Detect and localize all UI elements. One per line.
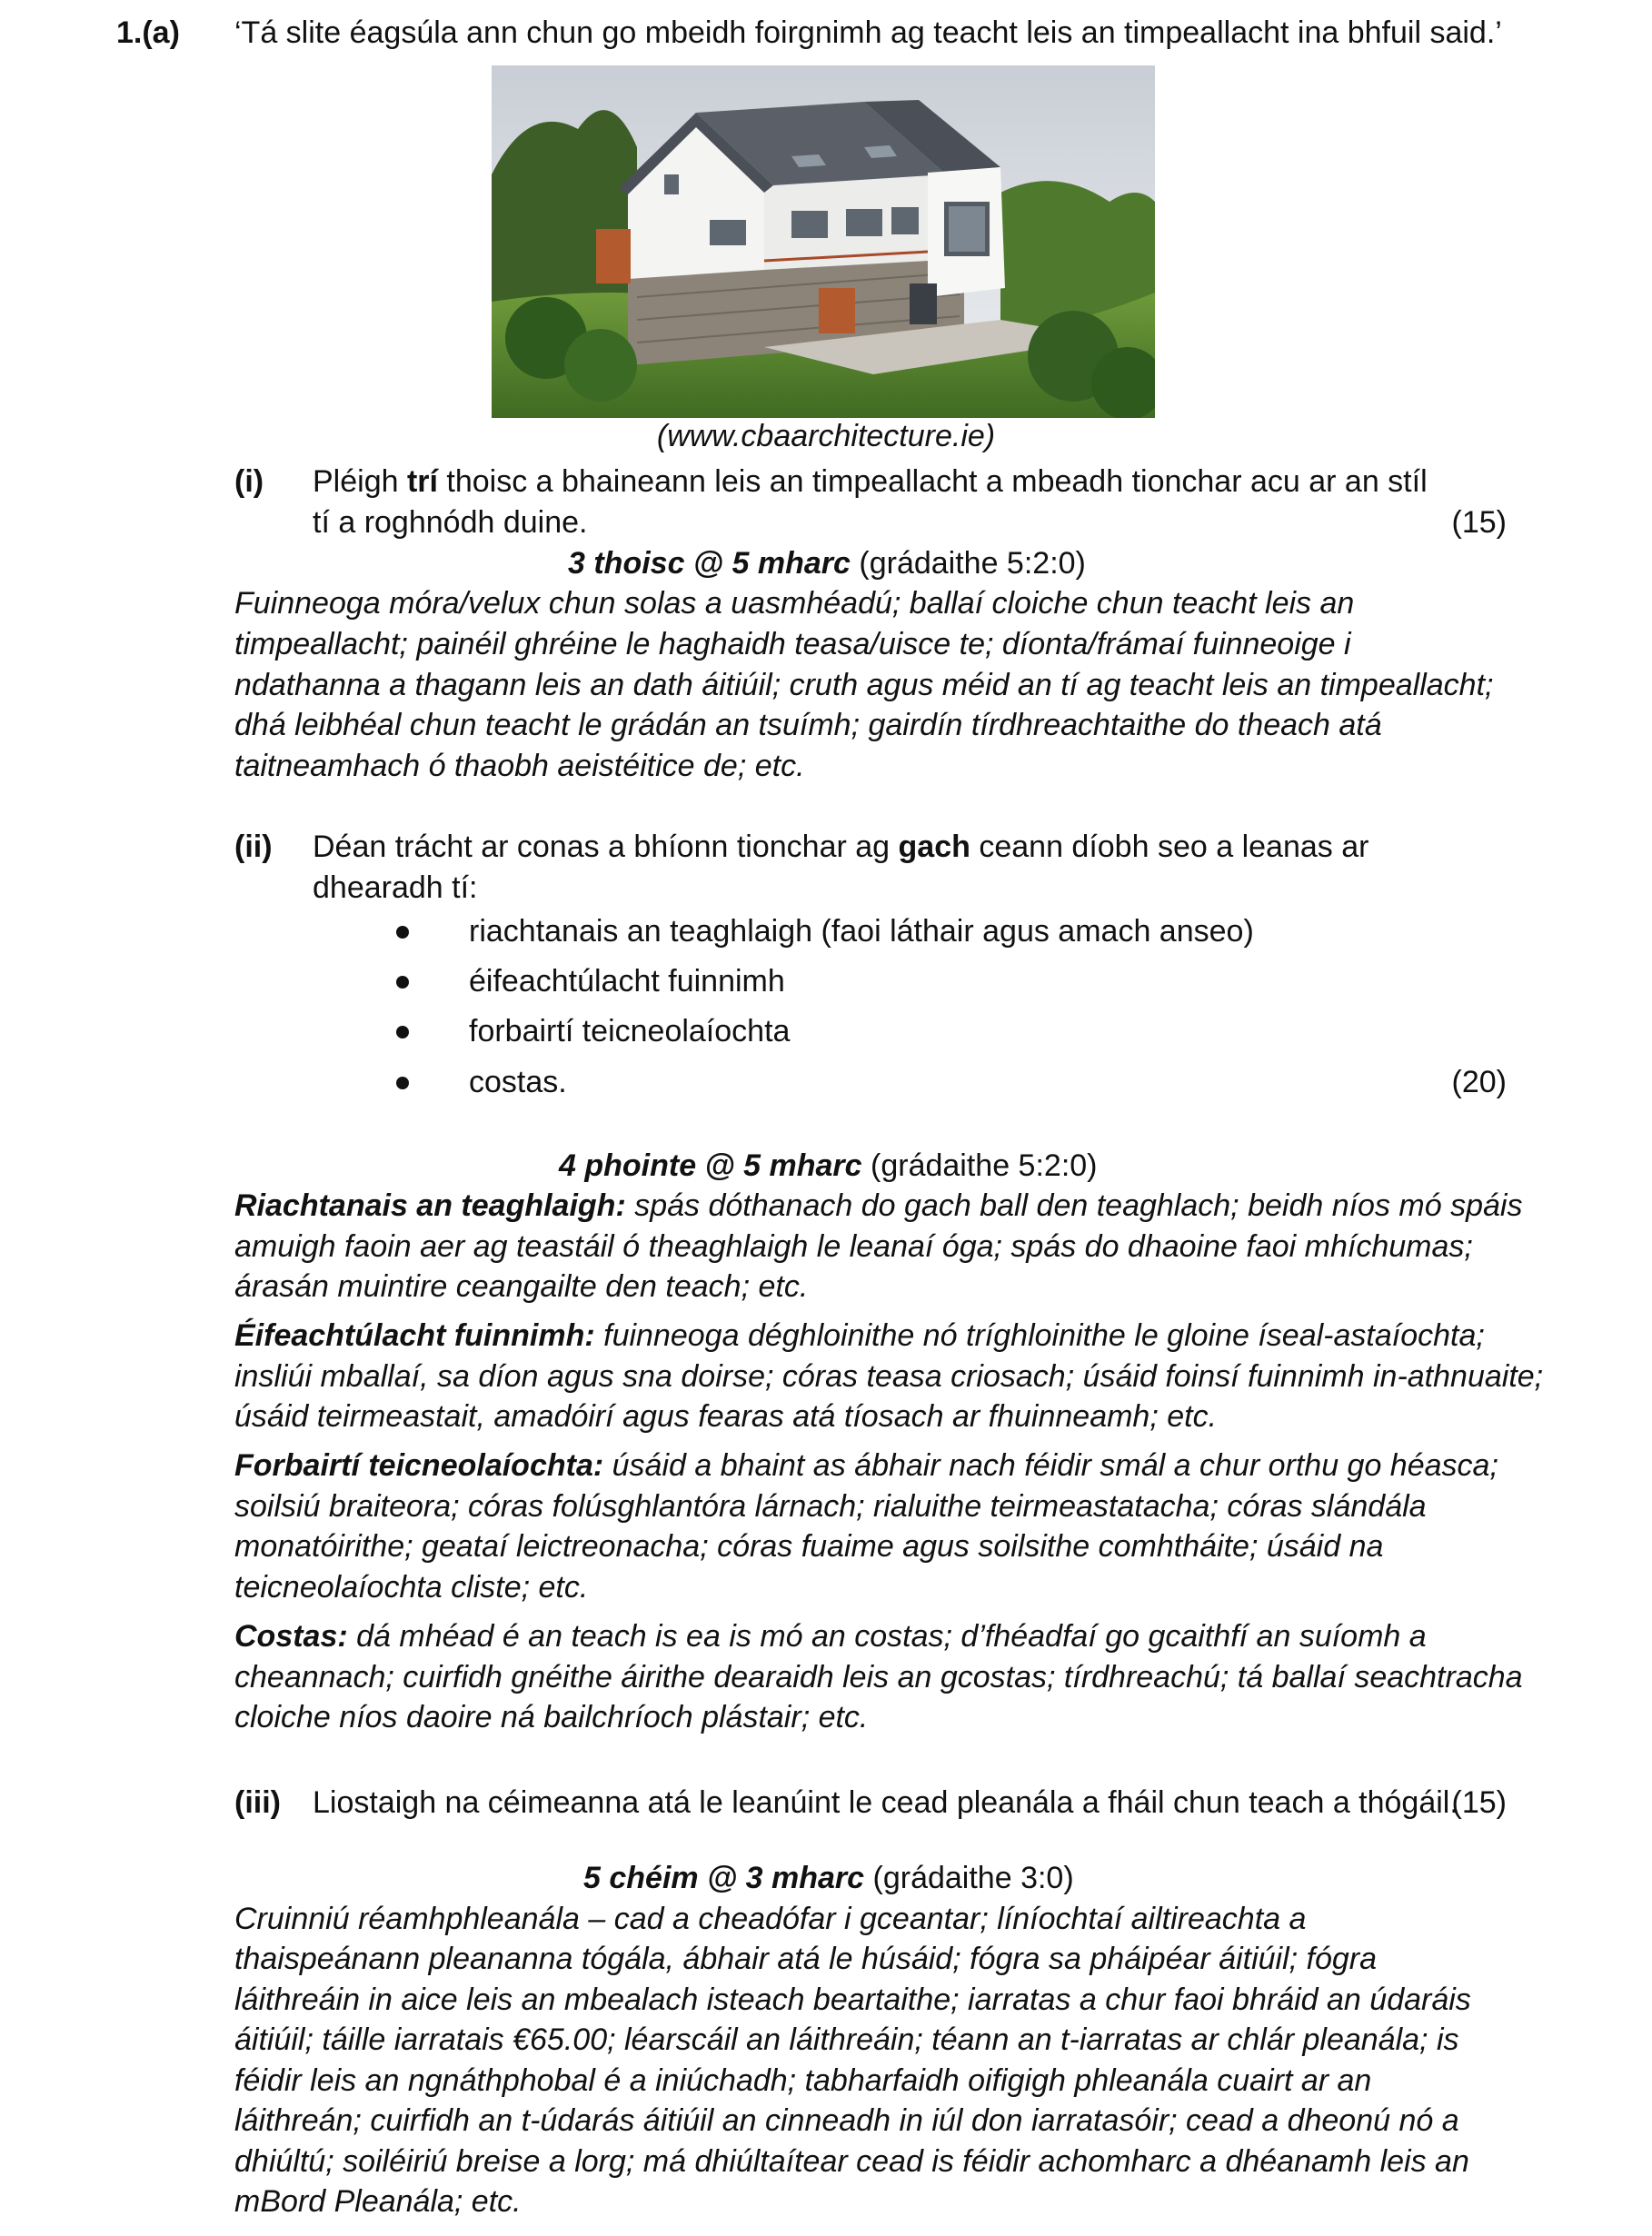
image-caption: (www.cbaarchitecture.ie): [656, 419, 996, 453]
part-iii-answer-line: láithreán; cuirfidh an t-údarás áitiúil an cinneadh in iúl don iarratasóir; cead a dheonú nó a: [234, 2103, 1459, 2138]
part-ii-answer-line: monatóirithe; geataí leictreonacha; córas fuaime agus soilsithe comhtháite; úsáid na: [234, 1529, 1384, 1564]
part-iii-answer-line: mBord Pleanála; etc.: [234, 2184, 522, 2219]
part-ii-answer-line: úsáid teirmeastait, amadóirí agus fearas atá tíosach ar fhuinneamh; etc.: [234, 1399, 1218, 1434]
part-iii-scheme: 5 chéim @ 3 mharc (grádaithe 3:0): [583, 1861, 1074, 1895]
part-ii-answer-line: cloiche níos daoire ná bailchríoch plástair; etc.: [234, 1700, 869, 1734]
part-i-answer-line: ndathanna a thagann leis an dath áitiúil; cruth agus méid an tí ag teacht leis an timpeallacht;: [234, 668, 1494, 702]
part-iii-answer-line: dhiúltú; soiléiriú breise a lorg; má dhiúltaítear cead is féidir achomharc a dhéanamh leis an: [234, 2144, 1469, 2179]
part-i-answer-line: dhá leibhéal chun teacht le grádán an tsuímh; gairdín tírdhreachtaithe do theach atá: [234, 708, 1382, 742]
part-iii-answer-line: láithreáin in aice leis an mbealach isteach beartaithe; iarratas a chur faoi bhráid an údaráis: [234, 1983, 1471, 2017]
part-ii-answer-cost: Costas: dá mhéad é an teach is ea is mó an costas; d’fhéadfaí go gcaithfí an suíomh a: [234, 1619, 1427, 1654]
part-iii-question: Liostaigh na céimeanna atá le leanúint le cead pleanála a fháil chun teach a thógáil.: [313, 1785, 1458, 1820]
part-iii-answer-line: féidir leis an ngnáthphobal é a iniúchadh; tabharfaidh oifigigh phleanála cuairt ar an: [234, 2063, 1372, 2098]
part-ii-question-line1: Déan trácht ar conas a bhíonn tionchar ag gach ceann díobh seo a leanas ar: [313, 830, 1369, 864]
bullet-icon: [396, 976, 409, 989]
bullet-icon: [396, 1026, 409, 1038]
part-ii-answer-line: árasán muintire ceangailte den teach; etc.: [234, 1269, 809, 1304]
part-iii-label: (iii): [234, 1785, 281, 1820]
part-ii-marks: (20): [1451, 1065, 1507, 1099]
part-i-answer-line: timpeallacht; painéil ghréine le haghaidh teasa/uisce te; díonta/frámaí fuinneoige i: [234, 627, 1351, 661]
part-iii-answer-line: thaispeánann pleananna tógála, ábhair atá le húsáid; fógra sa pháipéar áitiúil; fógra: [234, 1942, 1378, 1976]
part-ii-answer-energy: Éifeachtúlacht fuinnimh: fuinneoga déghloinithe nó tríghloinithe le gloine íseal-astaíochta;: [234, 1318, 1485, 1353]
part-ii-answer-family: Riachtanais an teaghlaigh: spás dóthanach do gach ball den teaghlach; beidh níos mó spáis: [234, 1188, 1523, 1223]
part-ii-answer-line: amuigh faoin aer ag teastáil ó theaghlaigh le leanaí óga; spás do dhaoine faoi mhíchumas;: [234, 1229, 1473, 1264]
part-i-answer-line: Fuinneoga móra/velux chun solas a uasmhéadú; ballaí cloiche chun teacht leis an: [234, 586, 1355, 621]
part-ii-label: (ii): [234, 830, 273, 864]
part-ii-answer-line: insliúi mballaí, sa díon agus sna doirse; córas teasa criosach; úsáid foinsí fuinnimh in-athnuaite;: [234, 1359, 1544, 1394]
question-number: 1.(a): [116, 15, 180, 50]
part-ii-answer-line: soilsiú braiteora; córas folúsghlantóra lárnach; rialuithe teirmeastatacha; córas slándála: [234, 1489, 1427, 1524]
bullet-icon: [396, 1077, 409, 1089]
part-ii-answer-line: cheannach; cuirfidh gnéithe áirithe dearaidh leis an gcostas; tírdhreachú; tá ballaí seachtracha: [234, 1660, 1523, 1694]
part-ii-scheme: 4 phointe @ 5 mharc (grádaithe 5:2:0): [559, 1148, 1098, 1183]
part-ii-answer-technology: Forbairtí teicneolaíochta: úsáid a bhaint as ábhair nach féidir smál a chur orthu go héasca;: [234, 1448, 1498, 1483]
part-i-question-line1: Pléigh trí thoisc a bhaineann leis an timpeallacht a mbeadh tionchar acu ar an stíl: [313, 464, 1428, 499]
part-ii-bullet-item: riachtanais an teaghlaigh (faoi láthair agus amach anseo): [469, 914, 1254, 949]
part-ii-bullet-item: costas.: [469, 1065, 567, 1099]
part-iii-answer-line: Cruinniú réamhphleanála – cad a cheadófar i gceantar; líníochtaí ailtireachta a: [234, 1902, 1307, 1936]
part-ii-answer-line: teicneolaíochta cliste; etc.: [234, 1570, 589, 1605]
part-i-label: (i): [234, 464, 264, 499]
part-i-answer-line: taitneamhach ó thaobh aeistéitice de; etc.: [234, 749, 805, 783]
house-photo: [492, 65, 1155, 418]
part-i-marks: (15): [1451, 505, 1507, 540]
bullet-icon: [396, 926, 409, 939]
part-iii-answer-line: áitiúil; táille iarratais €65.00; léarscáil an láithreáin; téann an t-iarratas ar chlár pleanála; is: [234, 2022, 1459, 2057]
part-i-scheme: 3 thoisc @ 5 mharc (grádaithe 5:2:0): [568, 546, 1086, 581]
question-statement: ‘Tá slite éagsúla ann chun go mbeidh foirgnimh ag teacht leis an timpeallacht ina bhfuil said.’: [234, 15, 1502, 50]
part-ii-question-line2: dhearadh tí:: [313, 870, 478, 905]
part-ii-bullet-item: éifeachtúlacht fuinnimh: [469, 964, 785, 999]
part-i-question-line2: tí a roghnódh duine.: [313, 505, 588, 540]
part-iii-marks: (15): [1451, 1785, 1507, 1820]
part-ii-bullet-item: forbairtí teicneolaíochta: [469, 1014, 791, 1048]
